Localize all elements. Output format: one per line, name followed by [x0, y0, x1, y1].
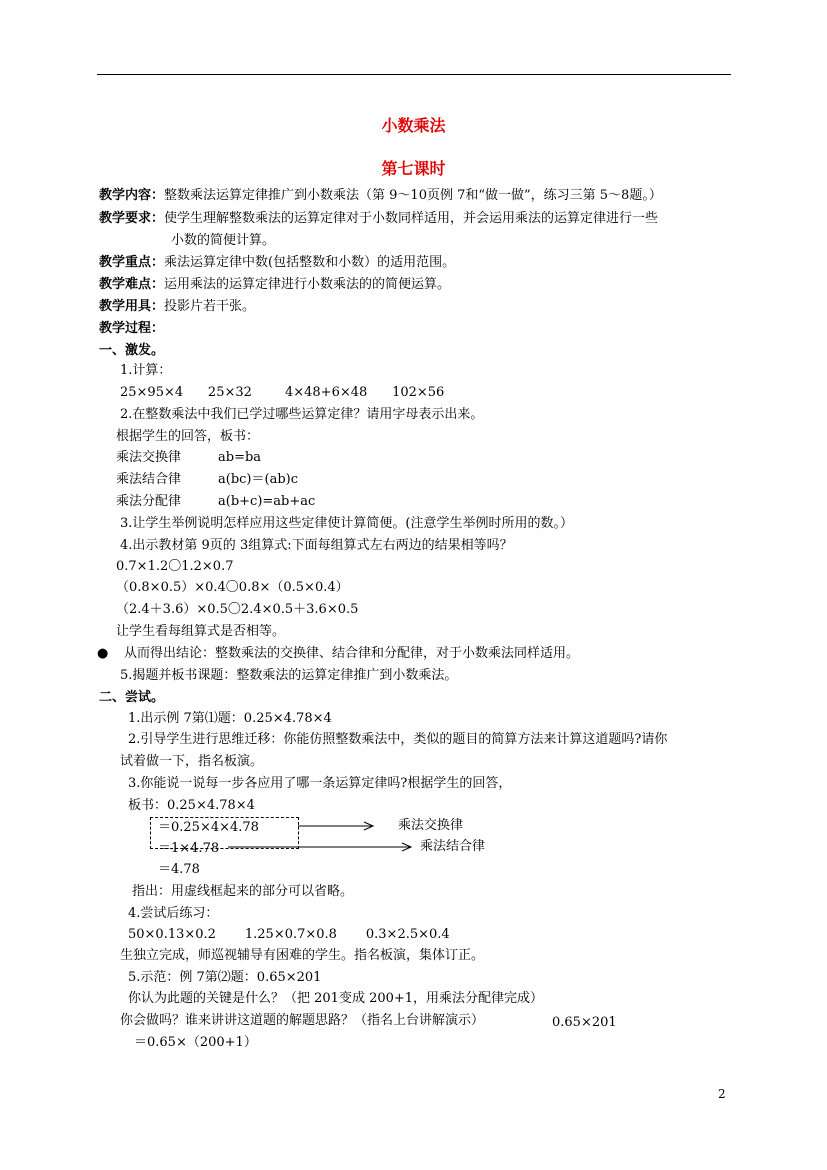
- s1-line-2: 25×95×4 25×32 4×48+6×48 102×56: [120, 385, 445, 400]
- s2-line-2: 2.引导学生进行思维迁移：你能仿照整数乘法中，类似的题目的简算方法来计算这道题吗?请你: [128, 732, 668, 747]
- process-label: 教学过程：: [99, 321, 165, 336]
- s1-line-8: （0.8×0.5）×0.4〇0.8×（0.5×0.4）: [116, 580, 349, 595]
- s2-line-11: 你认为此题的关键是什么？（把 201变成 200+1，用乘法分配律完成）: [128, 991, 544, 1006]
- section2-heading: 二、尝试。: [99, 690, 165, 705]
- s1-line-7: 0.7×1.2〇1.2×0.7: [116, 559, 234, 574]
- s2-line-6: 指出：用虚线框起来的部分可以省略。: [132, 884, 354, 899]
- law3-formula: a(b+c)=ab+ac: [218, 494, 316, 509]
- s1-line-1: 1.计算：: [120, 363, 172, 378]
- s2-line-5: 板书：0.25×4.78×4: [128, 798, 255, 813]
- s2-line-8: 50×0.13×0.2 1.25×0.7×0.8 0.3×2.5×0.4: [128, 927, 450, 942]
- s2-line-10: 5.示范：例 7第⑵题：0.65×201: [128, 970, 322, 985]
- s2-line-4: 3.你能说一说每一步各应用了哪一条运算定律吗?根据学生的回答，: [128, 776, 512, 791]
- law1-formula: ab=ba: [218, 450, 262, 465]
- difficulty-text: 运用乘法的运算定律进行小数乘法的的简便运算。: [164, 277, 451, 292]
- difficulty-label: 教学难点：: [99, 277, 165, 292]
- requirement-label: 教学要求：: [99, 211, 165, 226]
- requirement-text-1: 使学生理解整数乘法的运算定律对于小数同样适用，并会运用乘法的运算定律进行一些: [164, 211, 659, 226]
- lesson-subtitle: 第七课时: [381, 159, 446, 178]
- s1-line-3: 2.在整数乘法中我们已学过哪些运算定律？请用字母表示出来。: [120, 407, 484, 422]
- s1-line-9: （2.4＋3.6）×0.5〇2.4×0.5＋3.6×0.5: [116, 602, 359, 617]
- s1-line-5: 3.让学生举例说明怎样应用这些定律使计算简便。(注意学生举例时所用的数。）: [120, 516, 573, 531]
- calc-step-1: ＝0.25×4×4.78: [158, 820, 259, 835]
- s1-line-10: 让学生看每组算式是否相等。: [116, 624, 286, 639]
- law2-name: 乘法结合律: [116, 472, 182, 487]
- keypoint-label: 教学重点：: [99, 255, 165, 270]
- tools-label: 教学用具：: [99, 299, 165, 314]
- content-label: 教学内容：: [99, 188, 165, 203]
- s2-line-12b: 0.65×201: [552, 1015, 617, 1030]
- content-text: 整数乘法运算定律推广到小数乘法（第 9～10页例 7和“做一做”，练习三第 5～8题。）: [164, 188, 662, 203]
- s2-line-9: 生独立完成，师巡视辅导有困难的学生。指名板演，集体订正。: [120, 948, 485, 963]
- tools-text: 投影片若干张。: [164, 299, 256, 314]
- s1-line-11: 从而得出结论：整数乘法的交换律、结合律和分配律，对于小数乘法同样适用。: [124, 646, 580, 661]
- arrow-commutative: [298, 822, 373, 830]
- s1-line-6: 4.出示教材第 9页的 3组算式:下面每组算式左右两边的结果相等吗？: [120, 538, 513, 553]
- law3-name: 乘法分配律: [116, 494, 182, 509]
- arrow-associative: [228, 843, 411, 851]
- calc-step-2: ＝1×4.78: [158, 841, 220, 856]
- calc-step-3: ＝4.78: [158, 862, 200, 877]
- page-title: 小数乘法: [381, 116, 446, 135]
- arrow2-label: 乘法结合律: [420, 839, 486, 854]
- arrow1-label: 乘法交换律: [398, 818, 464, 833]
- keypoint-text: 乘法运算定律中数(包括整数和小数）的适用范围。: [164, 255, 456, 270]
- law2-formula: a(bc)＝(ab)c: [218, 472, 298, 487]
- s2-line-12: 你会做吗？谁来讲讲这道题的解题思路？（指名上台讲解演示）: [120, 1013, 485, 1028]
- bullet-icon: ●: [97, 646, 109, 661]
- s2-line-1: 1.出示例 7第⑴题：0.25×4.78×4: [128, 711, 332, 726]
- s2-line-13: ＝0.65×（200+1）: [134, 1035, 257, 1050]
- s1-line-4: 根据学生的回答，板书：: [116, 429, 260, 444]
- requirement-text-2: 小数的简便计算。: [171, 233, 276, 248]
- law1-name: 乘法交换律: [116, 450, 182, 465]
- s2-line-7: 4.尝试后练习：: [128, 906, 219, 921]
- page-number: 2: [718, 1087, 726, 1101]
- s1-line-12: 5.揭题并板书课题：整数乘法的运算定律推广到小数乘法。: [120, 668, 458, 683]
- s2-line-3: 试着做一下，指名板演。: [120, 754, 264, 769]
- section1-heading: 一、激发。: [99, 343, 165, 358]
